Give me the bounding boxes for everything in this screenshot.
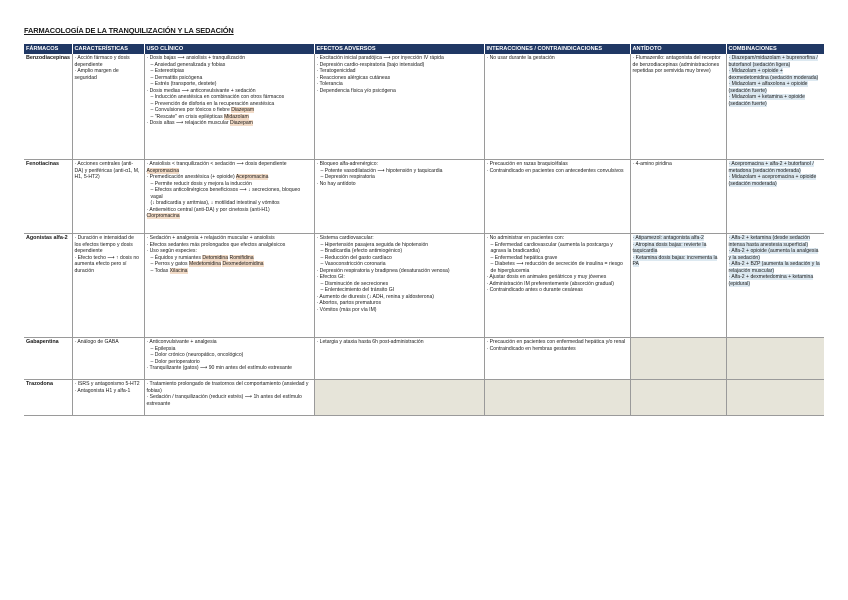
list-item: · Acciones centrales (anti-DA) y periféricas (anti-α1, M, H1, 5-HT2) bbox=[74, 161, 140, 181]
list-text: · Premedicación anestésica (+ opioide) bbox=[146, 174, 235, 181]
list-item: · Midazolam + ketamina + opioide (sedación fuerte) bbox=[728, 94, 805, 107]
table-row bbox=[24, 160, 824, 234]
list-item: – Enfermedad hepática grave bbox=[490, 254, 558, 261]
header-combinations: COMBINACIONES bbox=[726, 44, 824, 54]
list-item: · Reacciones alérgicas cutáneas bbox=[316, 74, 391, 81]
list-item: · Abortos, partos prematuros bbox=[316, 300, 382, 307]
list-item: · Contraindicado en hembras gestantes bbox=[486, 345, 576, 352]
adverse-cell bbox=[314, 54, 484, 160]
list-text: – Todas bbox=[150, 267, 169, 274]
list-text: – Convulsiones por tóxicos o fiebre bbox=[150, 107, 230, 114]
list-item: – Dolor perioperatorio bbox=[150, 358, 200, 365]
interactions-cell bbox=[484, 234, 630, 338]
interactions-cell bbox=[484, 160, 630, 234]
list-item: · Dosis bajas ⟶ ansiolisis + tranquilización bbox=[146, 55, 246, 61]
features-cell bbox=[72, 338, 144, 380]
clinical-cell bbox=[144, 234, 314, 338]
header-interactions: INTERACCIONES / CONTRAINDICACIONES bbox=[484, 44, 630, 54]
list-item: – Estereotipias bbox=[150, 68, 185, 75]
interactions-cell bbox=[484, 338, 630, 380]
list-item: · Anticonvulsivante + analgesia bbox=[146, 339, 217, 345]
combinations-cell bbox=[726, 160, 824, 234]
list-item: – Epilepsia bbox=[150, 345, 176, 352]
table-row bbox=[24, 338, 824, 380]
list-item: · Precaución en razas braquicéfalas bbox=[486, 161, 568, 167]
list-item: · Letargia y ataxia hasta 6h post-administración bbox=[316, 339, 424, 345]
list-item: · No usar durante la gestación bbox=[486, 55, 555, 61]
list-item: – Disminución de secreciones bbox=[320, 280, 389, 287]
list-item: – Reducción del gasto cardíaco bbox=[320, 254, 392, 261]
clinical-cell bbox=[144, 338, 314, 380]
list-item: · Excitación inicial paradójica ⟶ por inyección IV rápida bbox=[316, 55, 444, 61]
list-item: (↓ bradicardia y arritmias), ↓ motilidad intestinal y vómitos bbox=[150, 200, 280, 207]
features-cell bbox=[72, 54, 144, 160]
list-item: · Duración e intensidad de los efectos tiempo y dosis dependiente bbox=[74, 235, 134, 255]
antidote-cell bbox=[630, 54, 726, 160]
list-item: · Sistema cardiovascular: bbox=[316, 235, 374, 241]
combinations-cell-empty bbox=[726, 338, 824, 380]
drug-tag: Medetomidina bbox=[189, 261, 222, 268]
list-item: · Diazepam/midazolam + buprenorfina / butorfanol (sedación ligera) bbox=[728, 55, 818, 68]
adverse-cell bbox=[314, 160, 484, 234]
list-item: · Tranquilizante (gatos) ⟶ 90 min antes del estímulo estresante bbox=[146, 365, 292, 372]
list-item: · Efectos sedantes más prolongados que efectos analgésicos bbox=[146, 241, 286, 248]
list-item: · Bloqueo alfa-adrenérgico: bbox=[316, 161, 378, 167]
list-item: – Estrés (transporte, destete) bbox=[150, 81, 217, 88]
list-item: · Alfa-2 + opioide (aumenta la analgesia y la sedación) bbox=[728, 248, 819, 261]
list-text: – Équidos y rumiantes bbox=[150, 254, 201, 261]
list-item: · Midazolam + alfaxolona + opioide (sedación fuerte) bbox=[728, 81, 808, 94]
table-row bbox=[24, 54, 824, 160]
antidote-cell bbox=[630, 160, 726, 234]
table-row bbox=[24, 234, 824, 338]
list-item: – Hipertensión pasajera seguida de hipotensión bbox=[320, 241, 429, 248]
combinations-cell bbox=[726, 234, 824, 338]
list-item: · Antagonista H1 y alfa-1 bbox=[74, 387, 131, 394]
header-row bbox=[24, 44, 824, 54]
list-item: · Ansiolisis < tranquilización < sedación ⟶ dosis dependiente bbox=[146, 161, 287, 167]
list-item: · Tratamiento prolongado de trastornos del comportamiento (ansiedad y fobias) bbox=[146, 381, 309, 394]
list-item: · Sedación + analgesia + relajación muscular + ansiolisis bbox=[146, 235, 275, 241]
list-item: – Enlentecimiento del tránsito GI bbox=[320, 287, 395, 294]
drug-name: Gabapentina bbox=[24, 338, 72, 380]
list-item: · Acepromacina + alfa-2 + butorfanol / metadona (sedación moderada) bbox=[728, 161, 814, 174]
drug-tag: Acepromacina bbox=[146, 167, 180, 174]
list-item: · Ketamina dosis bajas: incrementa la PA bbox=[632, 254, 718, 268]
list-item: · Tolerancia bbox=[316, 81, 343, 88]
combinations-cell bbox=[726, 54, 824, 160]
drug-tag: Detomidina bbox=[202, 254, 229, 261]
list-item: · Uso según especies: bbox=[146, 248, 197, 255]
drug-tag: Xilacina bbox=[169, 267, 188, 274]
features-cell bbox=[72, 234, 144, 338]
list-item: · Precaución en pacientes con enfermedad hepática y/o renal bbox=[486, 339, 626, 345]
list-item: · Dosis medias ⟶ anticonvulsivante + sedación bbox=[146, 87, 256, 94]
list-item: · Efecto techo ⟶ ↑ dosis no aumenta efecto pero sí duración bbox=[74, 254, 139, 274]
list-text: – Perros y gatos bbox=[150, 261, 188, 268]
list-item: – Permite reducir dosis y mejora la inducción bbox=[150, 180, 252, 187]
clinical-cell bbox=[144, 380, 314, 416]
list-item: · Flumazenilo: antagonista del receptor de benzodiacepinas (administraciones repetidas por semivida muy breve) bbox=[632, 55, 721, 75]
list-item: · Análogo de GABA bbox=[74, 339, 119, 345]
list-item: – Inducción anestésica en combinación con otros fármacos bbox=[150, 94, 285, 101]
drug-name: Trazodona bbox=[24, 380, 72, 416]
drug-tag: Romifidina bbox=[229, 254, 254, 261]
interactions-cell bbox=[484, 54, 630, 160]
header-drugs: FÁRMACOS bbox=[24, 44, 72, 54]
list-item: – Efectos anticolinérgicos beneficiosos ⟶ ↓ secreciones, bloqueo vagal bbox=[150, 187, 301, 200]
drug-name: Fenotiacinas bbox=[24, 160, 72, 234]
list-item: – Dolor crónico (neuropático, oncológico) bbox=[150, 352, 244, 359]
list-item: – Depresión respiratoria bbox=[320, 174, 375, 181]
pharmacology-table bbox=[24, 44, 825, 416]
drug-tag: Diazepam bbox=[231, 107, 255, 114]
list-item: · Teratogenicidad bbox=[316, 68, 356, 75]
drug-tag: Dexmedetomidina bbox=[222, 261, 264, 268]
list-item: · Alfa-2 + dexmetedomina + ketamina (epidural) bbox=[728, 274, 814, 287]
list-item: – Prevención de disforia en la recuperación anestésica bbox=[150, 100, 275, 107]
interactions-cell-empty bbox=[484, 380, 630, 416]
list-item: · Administración IM preferentemente (absorción gradual) bbox=[486, 280, 614, 287]
list-item bbox=[147, 120, 312, 127]
list-item: · Contraindicado antes o durante cesáreas bbox=[486, 287, 583, 294]
antidote-cell-empty bbox=[630, 380, 726, 416]
list-item: · Contraindicado en pacientes con antecedentes convulsivos bbox=[486, 167, 624, 174]
clinical-cell bbox=[144, 160, 314, 234]
list-item: · Alfa-2 + ketamina (desde sedación intensa hasta anestesia superficial) bbox=[728, 235, 810, 248]
list-item: · Sedación / tranquilización (reducir estrés) ⟶ 1h antes del estímulo estresante bbox=[146, 394, 302, 407]
list-item: – Diabetes ⟶ reducción de secreción de insulina = riesgo de hiperglucemia bbox=[490, 261, 623, 274]
adverse-cell-empty bbox=[314, 380, 484, 416]
list-item: – Ansiedad generalizada y fobias bbox=[150, 61, 226, 68]
list-text: · Dosis altas ⟶ relajación muscular bbox=[146, 120, 229, 127]
list-item: · Atropina dosis bajas: revierte la taquicardia bbox=[632, 241, 707, 255]
page-title: FARMACOLOGÍA DE LA TRANQUILIZACIÓN Y LA SEDACIÓN bbox=[24, 26, 234, 35]
list-item: · Vómitos (más por vía IM) bbox=[316, 307, 377, 314]
list-item: – Dermatitis psicógena bbox=[150, 74, 203, 81]
list-item: · No hay antídoto bbox=[316, 180, 356, 187]
list-item: · Ajustar dosis en animales geriátricos y muy jóvenes bbox=[486, 274, 607, 281]
header-antidote: ANTÍDOTO bbox=[630, 44, 726, 54]
list-item: · Depresión respiratoria y bradipnea (desaturación venosa) bbox=[316, 267, 450, 274]
list-item: · Amplio margen de seguridad bbox=[74, 68, 119, 81]
list-item: · Alfa-2 + BZP (aumenta la sedación y la relajación muscular) bbox=[728, 261, 820, 274]
drug-tag: Clorpromacina bbox=[146, 213, 180, 220]
drug-name: Benzodiacepinas bbox=[24, 54, 72, 160]
list-item: · Acción fármaco y dosis dependiente bbox=[74, 55, 130, 68]
drug-tag: Diazepam bbox=[229, 120, 253, 127]
list-text: – "Rescate" en crisis epilépticas bbox=[150, 113, 223, 120]
list-item bbox=[147, 268, 312, 275]
antidote-cell-empty bbox=[630, 338, 726, 380]
list-item: · Midazolam + acepromacina + opioide (sedación moderada) bbox=[728, 174, 817, 187]
list-item: · Aumento de diuresis (↓ ADH, renina y aldosterona) bbox=[316, 293, 434, 300]
header-features: CARACTERÍSTICAS bbox=[72, 44, 144, 54]
features-cell bbox=[72, 380, 144, 416]
drug-name: Agonistas alfa-2 bbox=[24, 234, 72, 338]
clinical-cell bbox=[144, 54, 314, 160]
list-item: · No administrar en pacientes con: bbox=[486, 235, 565, 241]
header-clinical-use: USO CLÍNICO bbox=[144, 44, 314, 54]
list-item: · 4-amino piridina bbox=[632, 161, 672, 167]
drug-tag: Midazolam bbox=[224, 113, 249, 120]
list-item: · Depresión cardio-respiratoria (bajo intensidad) bbox=[316, 61, 425, 68]
list-item: – Bradicardia (efecto antimiogénico) bbox=[320, 248, 403, 255]
drug-tag: Acepromacina bbox=[235, 174, 269, 181]
adverse-cell bbox=[314, 338, 484, 380]
table-row bbox=[24, 380, 824, 416]
antidote-cell bbox=[630, 234, 726, 338]
list-item: – Vasoconstricción coronaria bbox=[320, 261, 386, 268]
list-item: · Efectos GI: bbox=[316, 274, 345, 281]
list-item: · Dependencia física y/o psicógena bbox=[316, 87, 396, 94]
list-item: · Midazolam + opioide + dexmedetomidina (sedación moderada) bbox=[728, 68, 819, 81]
header-adverse-effects: EFECTOS ADVERSOS bbox=[314, 44, 484, 54]
list-item: – Enfermedad cardiovascular (aumenta la postcarga y agrava la bradicardia) bbox=[490, 241, 613, 255]
list-item: · Antiemético central (anti-DA) y por cinetosis (anti-H1) bbox=[146, 206, 270, 213]
list-item: · ISRS y antagonismo 5-HT2 bbox=[74, 381, 140, 387]
adverse-cell bbox=[314, 234, 484, 338]
list-item: · Atipamezol: antagonista alfa-2 bbox=[632, 235, 704, 241]
features-cell bbox=[72, 160, 144, 234]
list-item: – Potente vasodilatación ⟶ hipotensión y taquicardia bbox=[320, 167, 443, 174]
combinations-cell-empty bbox=[726, 380, 824, 416]
